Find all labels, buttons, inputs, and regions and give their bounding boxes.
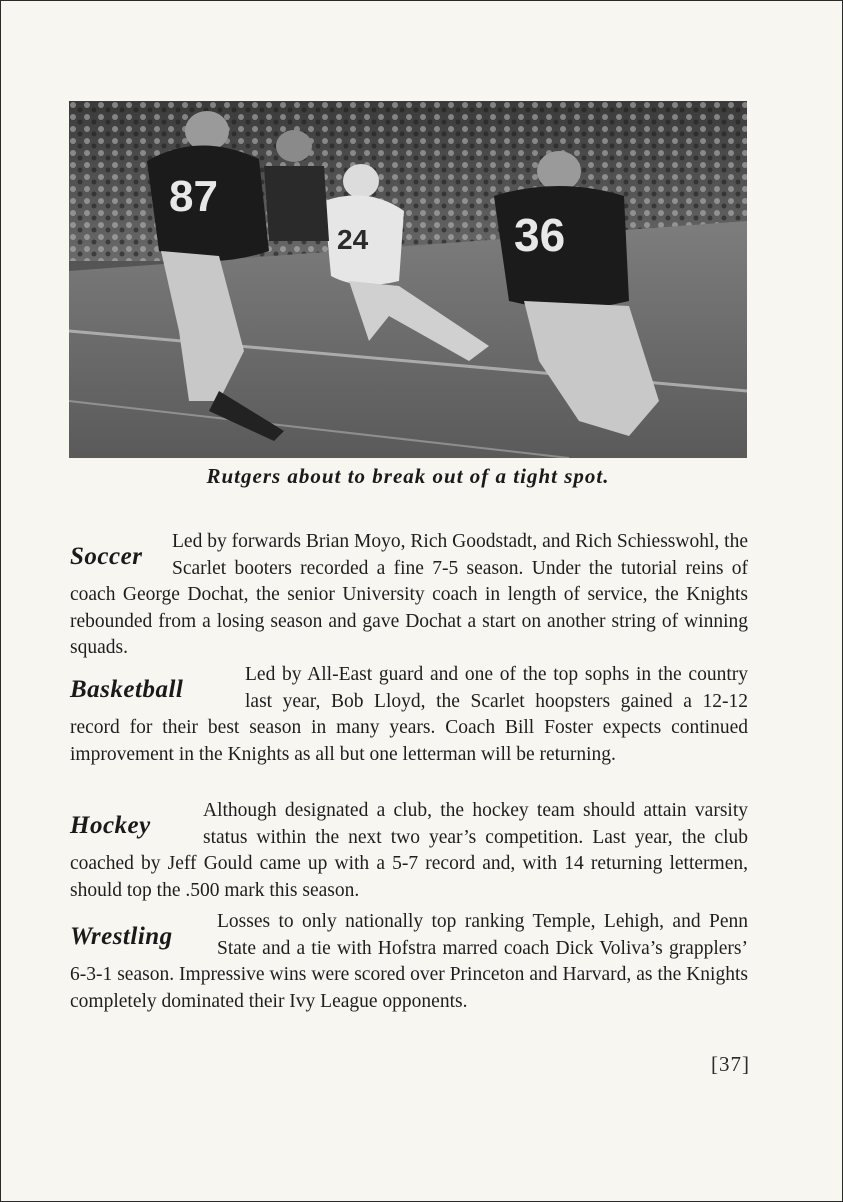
section-heading: Wrestling bbox=[70, 923, 173, 950]
section-text: Led by forwards Brian Moyo, Rich Goodstadt, and Rich Schiesswohl, the Scarlet booters recorded a fine 7-5 season. Under the tutorial reins of coach George Dochat, the senior University coach in length of service, the Knights rebounded from a losing season and gave Dochat a start on another string of winning squads. bbox=[70, 531, 748, 658]
svg-text:24: 24 bbox=[337, 224, 369, 255]
section-hockey bbox=[70, 798, 748, 904]
section-text: Losses to only nationally top ranking Temple, Lehigh, and Penn State and a tie with Hofstra marred coach Dick Voliva’s grapplers’ 6-3-1 season. Impressive wins were scored over Princeton and Harvard, as the Knights completely dominated their Ivy League opponents. bbox=[70, 911, 748, 1012]
page-number: [37] bbox=[711, 1052, 750, 1076]
section-soccer bbox=[70, 529, 748, 662]
svg-text:36: 36 bbox=[514, 209, 566, 261]
svg-text:87: 87 bbox=[169, 172, 218, 221]
football-photo bbox=[69, 101, 747, 458]
section-basketball bbox=[70, 662, 748, 768]
section-wrestling bbox=[70, 909, 748, 1015]
section-text: Led by All-East guard and one of the top sophs in the country last year, Bob Lloyd, the Scarlet hoopsters gained a 12-12 record for their best season in many years. Coach Bill Foster expects continued improvement in the Knights as all but one letterman will be returning. bbox=[70, 664, 748, 765]
section-heading: Hockey bbox=[70, 812, 151, 839]
section-heading: Basketball bbox=[70, 676, 184, 703]
section-heading: Soccer bbox=[70, 543, 143, 570]
section-text: Although designated a club, the hockey team should attain varsity status within the next two year’s competition. Last year, the club coached by Jeff Gould came up with a 5-7 record and, with 14 returning lettermen, should top the .500 mark this season. bbox=[70, 800, 748, 901]
photo-caption: Rutgers about to break out of a tight spot. bbox=[206, 464, 610, 488]
